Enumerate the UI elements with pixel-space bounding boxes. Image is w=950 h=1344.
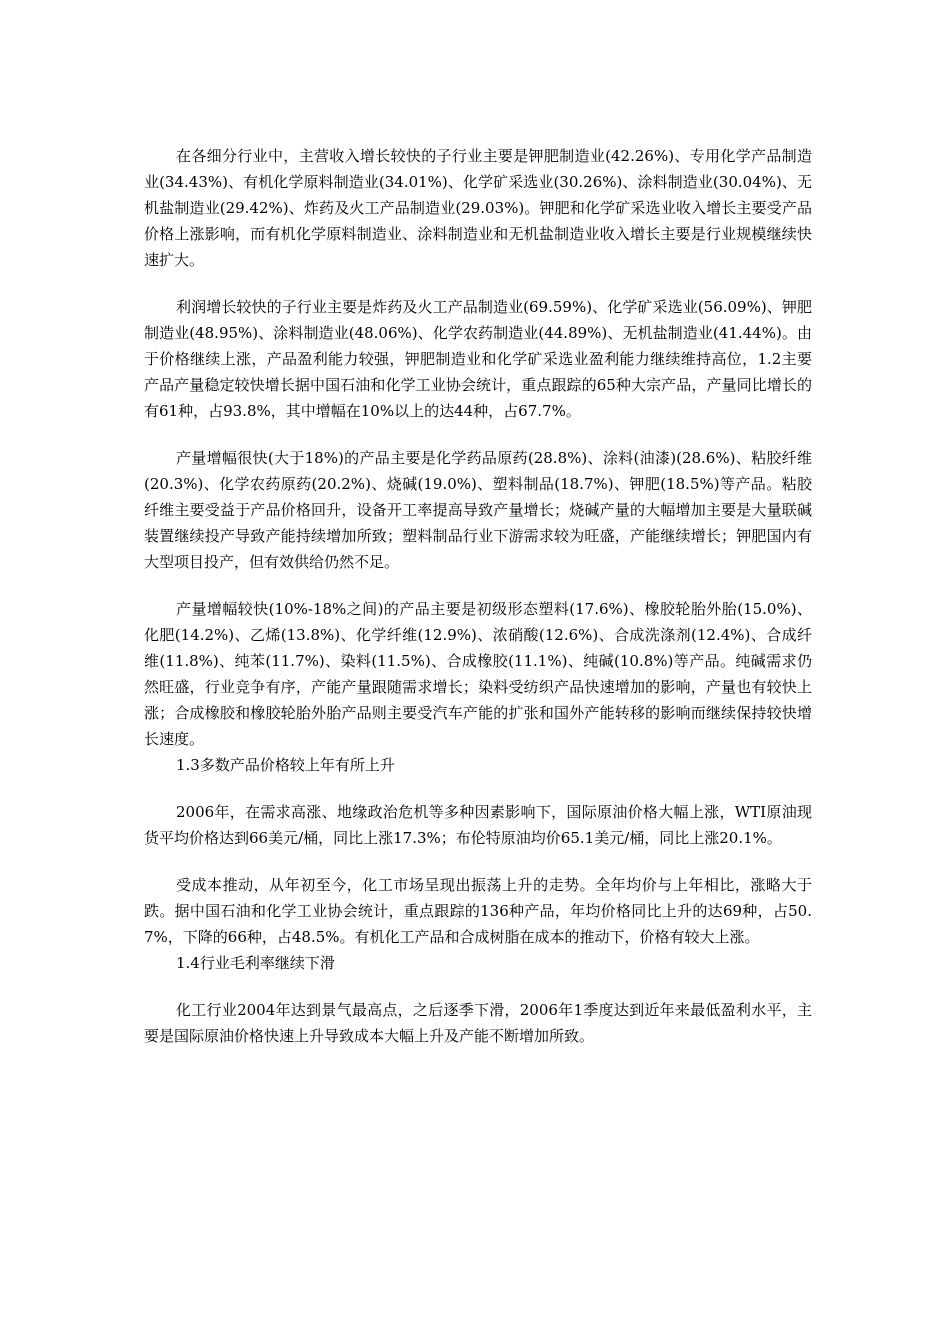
paragraph-chemical-market: 受成本推动，从年初至今，化工市场呈现出振荡上升的走势。全年均价与上年相比，涨略大于跌。据中国石油和化学工业协会统计，重点跟踪的136种产品，年均价格同比上升的达69种，占50.7%，下降的66种，占48.5%。有机化工产品和合成树脂在成本的推动下，价格有较大上涨。 (144, 876, 812, 946)
paragraph-crude-oil: 2006年，在需求高涨、地缘政治危机等多种因素影响下，国际原油价格大幅上涨，WTI原油现货平均价格达到66美元/桶，同比上涨17.3%；布伦特原油均价65.1美元/桶，同比上涨20.1%。 (144, 803, 812, 847)
section-heading-prices: 1.3多数产品价格较上年有所上升 (176, 756, 395, 774)
paragraph-profit-growth: 利润增长较快的子行业主要是炸药及火工产品制造业(69.59%)、化学矿采选业(56.09%)、钾肥制造业(48.95%)、涂料制造业(48.06%)、化学农药制造业(44.89%)、无机盐制造业(41.44%)。由于价格继续上涨，产品盈利能力较强，钾肥制造业和化学矿采选业盈利能力继续维持高位，1.2主要产品产量稳定较快增长据中国石油和化学工业协会统计，重点跟踪的65种大宗产品，产量同比增长的有61种，占93.8%，其中增幅在10%以上的达44种，占67.7%。 (144, 298, 812, 420)
paragraph-fast-output-growth: 产量增幅很快(大于18%)的产品主要是化学药品原药(28.8%)、涂料(油漆)(28.6%)、粘胶纤维(20.3%)、化学农药原药(20.2%)、烧碱(19.0%)、塑料制品(18.7%)、钾肥(18.5%)等产品。粘胶纤维主要受益于产品价格回升，设备开工率提高导致产量增长；烧碱产量的大幅增加主要是大量联碱装置继续投产导致产能持续增加所致；塑料制品行业下游需求较为旺盛，产能继续增长；钾肥国内有大型项目投产，但有效供给仍然不足。 (144, 449, 812, 571)
paragraph-revenue-growth: 在各细分行业中，主营收入增长较快的子行业主要是钾肥制造业(42.26%)、专用化学产品制造业(34.43%)、有机化学原料制造业(34.01%)、化学矿采选业(30.26%)、涂料制造业(30.04%)、无机盐制造业(29.42%)、炸药及火工产品制造业(29.03%)。钾肥和化学矿采选业收入增长主要受产品价格上涨影响，而有机化学原料制造业、涂料制造业和无机盐制造业收入增长主要是行业规模继续快速扩大。 (144, 147, 812, 269)
document-page (144, 143, 812, 1049)
section-heading-margin: 1.4行业毛利率继续下滑 (176, 954, 335, 972)
paragraph-margin-decline: 化工行业2004年达到景气最高点，之后逐季下滑，2006年1季度达到近年来最低盈利水平，主要是国际原油价格快速上升导致成本大幅上升及产能不断增加所致。 (144, 1001, 812, 1045)
paragraph-moderate-output-growth: 产量增幅较快(10%-18%之间)的产品主要是初级形态塑料(17.6%)、橡胶轮胎外胎(15.0%)、化肥(14.2%)、乙烯(13.8%)、化学纤维(12.9%)、浓硝酸(12.6%)、合成洗涤剂(12.4%)、合成纤维(11.8%)、纯苯(11.7%)、染料(11.5%)、合成橡胶(11.1%)、纯碱(10.8%)等产品。纯碱需求仍然旺盛，行业竞争有序，产能产量跟随需求增长；染料受纺织产品快速增加的影响，产量也有较快上涨；合成橡胶和橡胶轮胎外胎产品则主要受汽车产能的扩张和国外产能转移的影响而继续保持较快增长速度。 (144, 600, 812, 748)
